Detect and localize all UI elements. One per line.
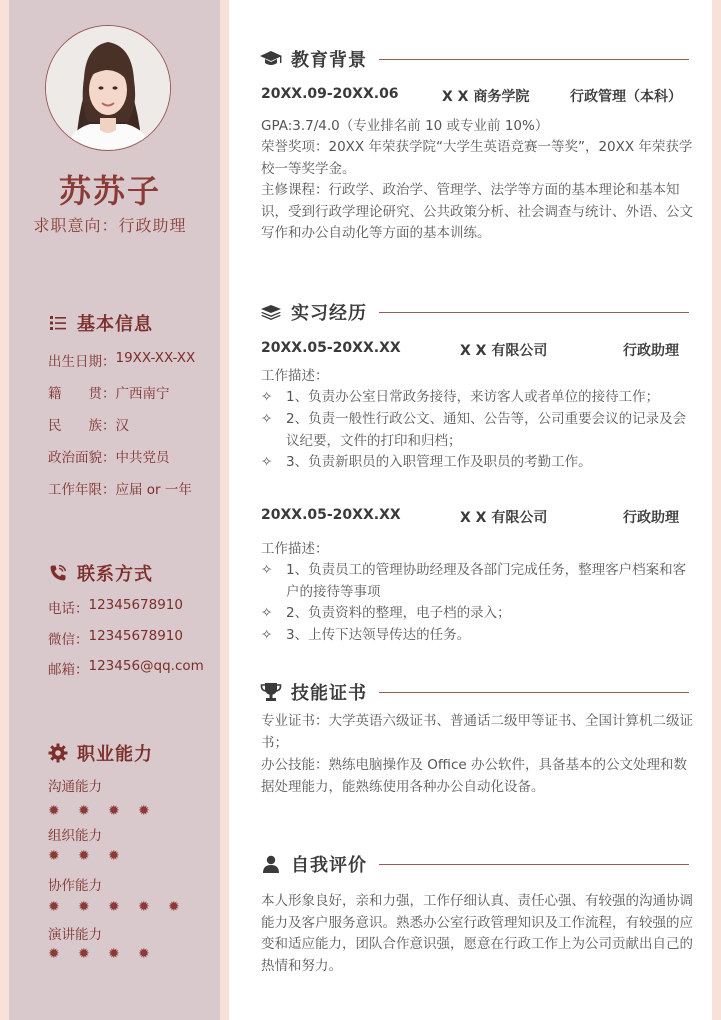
- work-bullet: [261, 560, 693, 603]
- avatar: [45, 25, 171, 151]
- skills-office: 办公技能：熟练电脑操作及 Office 办公软件，具备基本的公文处理和数据处理能力，能熟练使用各种办公自动化设备。: [261, 757, 687, 795]
- bullet-star-icon: ✧: [261, 389, 273, 405]
- info-label: 工作年限：: [48, 482, 116, 498]
- info-value: 汉: [115, 418, 129, 434]
- education-gpa: GPA:3.7/4.0（专业排名前 10 或专业前 10%）: [261, 118, 549, 134]
- ability-label: 沟通能力: [48, 779, 102, 795]
- info-hometown: [48, 382, 170, 402]
- work-bullet-text: 1、负责员工的管理协助经理及各部门完成任务，整理客户档案和客户的接待等事项: [286, 562, 687, 600]
- internship-role: 行政助理: [623, 510, 679, 526]
- work-bullet-text: 1、负责办公室日常政务接待，来访客人或者单位的接待工作；: [286, 389, 660, 405]
- internship-company: X X 有限公司: [460, 343, 548, 359]
- work-bullet: [261, 387, 693, 409]
- candidate-name: 苏苏子: [58, 172, 161, 210]
- work-bullet-text: 2、负责资料的整理，电子档的录入；: [286, 605, 511, 621]
- graduation-cap-icon: [259, 48, 283, 70]
- info-work-years: [48, 478, 192, 498]
- contact-label: 电话：: [48, 601, 89, 617]
- contact-label: 微信：: [48, 632, 89, 648]
- contact-label: 邮箱：: [48, 662, 89, 678]
- education-entry: [261, 86, 689, 106]
- list-icon: [47, 312, 69, 334]
- info-value: 应届 or 一年: [115, 482, 192, 498]
- self-eval-title: 自我评价: [291, 855, 367, 876]
- contact-value: 123456@qq.com: [88, 658, 204, 674]
- internship-company: X X 有限公司: [460, 510, 548, 526]
- rating-star-icon: ✹: [78, 946, 90, 962]
- rating-star-icon: ✹: [48, 848, 60, 864]
- info-label: 政治面貌：: [48, 450, 116, 466]
- info-label: 民 族：: [48, 418, 116, 434]
- skills-heading: [259, 680, 689, 704]
- abilities-title: 职业能力: [77, 744, 153, 765]
- sidebar-divider-strip: [220, 0, 229, 1020]
- contact-value: 12345678910: [88, 628, 183, 644]
- heading-rule: [379, 692, 689, 693]
- ability-label: 组织能力: [48, 828, 102, 844]
- self-eval-text: 本人形象良好，亲和力强，工作仔细认真、责任心强、有较强的沟通协调能力及客户服务意识。熟悉办公室行政管理知识及工作流程，有较强的应变和适应能力，团队合作意识强，愿意在行政工作上为公司贡献出自己的热情和努力。: [261, 893, 693, 974]
- work-bullet: [261, 603, 693, 625]
- contact-email: [48, 658, 204, 678]
- info-label: 出生日期：: [48, 354, 116, 370]
- rating-star-icon: ✹: [48, 803, 60, 819]
- info-birthdate: [48, 350, 195, 370]
- ability-rating: [48, 848, 138, 864]
- education-honors: 荣誉奖项：20XX 年荣获学院“大学生英语竞赛一等奖”，20XX 年荣获学校一等奖学金。: [261, 139, 693, 177]
- contact-title: 联系方式: [77, 564, 153, 585]
- rating-star-icon: ✹: [108, 899, 120, 915]
- info-value: 19XX-XX-XX: [115, 350, 196, 366]
- work-desc-label: 工作描述：: [261, 541, 329, 557]
- info-political: [48, 446, 170, 466]
- education-courses: 主修课程：行政学、政治学、管理学、法学等方面的基本理论和基本知识，受到行政学理论研究、公共政策分析、社会调查与统计、外语、公文写作和办公自动化等方面的基本训练。: [261, 182, 693, 241]
- gear-icon: [47, 742, 69, 764]
- rating-star-icon: ✹: [138, 803, 150, 819]
- education-period: 20XX.09-20XX.06: [261, 86, 399, 102]
- ability-label: 演讲能力: [48, 927, 102, 943]
- user-icon: [259, 853, 283, 875]
- education-major: 行政管理（本科）: [570, 89, 682, 105]
- ability-rating: [48, 946, 168, 962]
- work-bullet: [261, 625, 693, 647]
- work-bullet: [261, 409, 693, 452]
- contact-phone: [48, 597, 183, 617]
- contact-wechat: [48, 628, 183, 648]
- self-eval-heading: [259, 852, 689, 876]
- rating-star-icon: ✹: [78, 803, 90, 819]
- internship-heading: [259, 300, 689, 324]
- skills-certs: 专业证书：大学英语六级证书、普通话二级甲等证书、全国计算机二级证书；: [261, 713, 693, 751]
- rating-star-icon: ✹: [138, 899, 150, 915]
- work-bullet-text: 2、负责一般性行政公文、通知、公告等，公司重要会议的记录及会议纪要，文件的打印和归档；: [286, 411, 687, 449]
- bullet-star-icon: ✧: [261, 605, 273, 621]
- job-intent: 求职意向：行政助理: [33, 216, 187, 235]
- rating-star-icon: ✹: [48, 946, 60, 962]
- education-school: X X 商务学院: [442, 89, 530, 105]
- ability-rating: [48, 803, 168, 819]
- internship-period: 20XX.05-20XX.XX: [261, 340, 401, 356]
- work-desc-label: 工作描述：: [261, 368, 329, 384]
- bullet-star-icon: ✧: [261, 411, 273, 427]
- sidebar: [9, 0, 220, 1020]
- rating-star-icon: ✹: [108, 803, 120, 819]
- internship-entry-1: [261, 340, 689, 360]
- bullet-star-icon: ✧: [261, 627, 273, 643]
- rating-star-icon: ✹: [108, 848, 120, 864]
- phone-icon: [47, 562, 69, 584]
- ability-label: 协作能力: [48, 878, 102, 894]
- work-bullet-text: 3、上传下达领导传达的任务。: [286, 627, 471, 643]
- skills-title: 技能证书: [291, 683, 367, 704]
- work-bullet: [261, 452, 693, 474]
- info-value: 中共党员: [115, 450, 170, 466]
- info-ethnicity: [48, 414, 129, 434]
- heading-rule: [379, 59, 689, 60]
- heading-rule: [379, 312, 689, 313]
- ability-rating: [48, 899, 198, 915]
- rating-star-icon: ✹: [168, 899, 180, 915]
- internship-title: 实习经历: [291, 303, 367, 324]
- portrait-image: [46, 26, 170, 150]
- trophy-icon: [259, 681, 283, 703]
- contact-heading: [47, 561, 153, 585]
- right-edge-strip: [712, 0, 721, 1020]
- heading-rule: [379, 864, 689, 865]
- bullet-star-icon: ✧: [261, 562, 273, 578]
- info-value: 广西南宁: [115, 386, 170, 402]
- work-bullet-text: 3、负责新职员的入职管理工作及职员的考勤工作。: [286, 454, 592, 470]
- rating-star-icon: ✹: [48, 899, 60, 915]
- internship-period: 20XX.05-20XX.XX: [261, 507, 401, 523]
- contact-value: 12345678910: [88, 597, 183, 613]
- rating-star-icon: ✹: [78, 848, 90, 864]
- abilities-heading: [47, 741, 153, 765]
- rating-star-icon: ✹: [78, 899, 90, 915]
- basic-info-title: 基本信息: [77, 314, 153, 335]
- internship-entry-2: [261, 507, 689, 527]
- layers-icon: [259, 301, 283, 323]
- rating-star-icon: ✹: [138, 946, 150, 962]
- basic-info-heading: [47, 311, 153, 335]
- left-edge-strip: [0, 0, 9, 1020]
- education-heading: [259, 47, 689, 71]
- info-label: 籍 贯：: [48, 386, 116, 402]
- education-title: 教育背景: [291, 50, 367, 71]
- internship-role: 行政助理: [623, 343, 679, 359]
- rating-star-icon: ✹: [108, 946, 120, 962]
- bullet-star-icon: ✧: [261, 454, 273, 470]
